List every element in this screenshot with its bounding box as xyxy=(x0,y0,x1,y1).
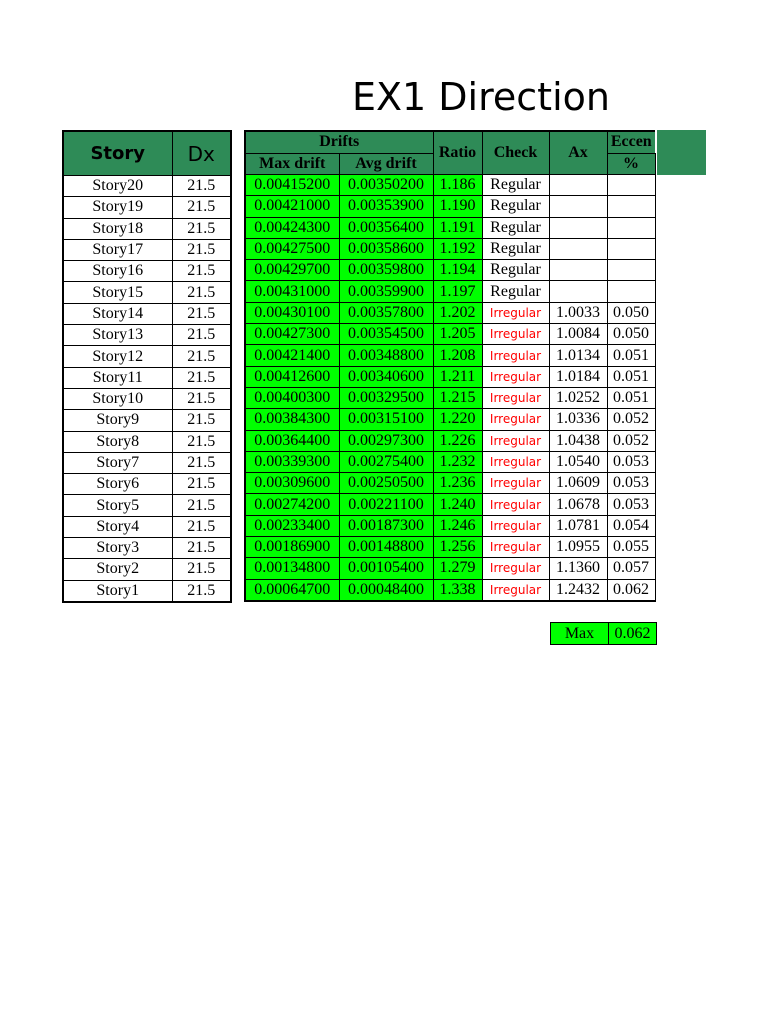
max-drift-cell: 0.00424300 xyxy=(245,217,339,238)
story-cell: Story12 xyxy=(63,346,172,367)
check-cell: Irregular xyxy=(482,558,549,579)
max-drift-cell: 0.00429700 xyxy=(245,260,339,281)
check-cell: Irregular xyxy=(482,579,549,601)
eccentricity-cell xyxy=(607,217,655,238)
story-cell: Story4 xyxy=(63,516,172,537)
dx-cell: 21.5 xyxy=(172,538,231,559)
max-drift-cell: 0.00427500 xyxy=(245,238,339,259)
drifts-group-header: Drifts xyxy=(245,131,433,153)
dx-cell: 21.5 xyxy=(172,176,231,197)
ax-cell: 1.0336 xyxy=(549,409,607,430)
eccentricity-cell xyxy=(607,175,655,196)
table-row xyxy=(245,260,655,281)
table-row xyxy=(245,473,655,494)
story-cell: Story19 xyxy=(63,197,172,218)
table-row xyxy=(63,239,231,260)
avg-drift-cell: 0.00105400 xyxy=(339,558,433,579)
ratio-cell: 1.211 xyxy=(433,366,482,387)
ratio-cell: 1.190 xyxy=(433,196,482,217)
ratio-cell: 1.202 xyxy=(433,302,482,323)
max-drift-cell: 0.00430100 xyxy=(245,302,339,323)
check-cell: Regular xyxy=(482,281,549,302)
table-row xyxy=(245,494,655,515)
max-drift-cell: 0.00064700 xyxy=(245,579,339,601)
max-summary xyxy=(550,622,657,645)
story-dx-table xyxy=(62,130,232,603)
ratio-cell: 1.256 xyxy=(433,537,482,558)
avg-drift-cell: 0.00359800 xyxy=(339,260,433,281)
table-row xyxy=(63,474,231,495)
max-drift-cell: 0.00421000 xyxy=(245,196,339,217)
dx-cell: 21.5 xyxy=(172,431,231,452)
check-cell: Irregular xyxy=(482,515,549,536)
max-drift-cell: 0.00134800 xyxy=(245,558,339,579)
avg-drift-cell: 0.00148800 xyxy=(339,537,433,558)
story-cell: Story14 xyxy=(63,303,172,324)
story-cell: Story3 xyxy=(63,538,172,559)
eccentricity-cell: 0.053 xyxy=(607,451,655,472)
table-row xyxy=(245,558,655,579)
table-row xyxy=(245,366,655,387)
header-fill-extension xyxy=(657,130,706,175)
table-row xyxy=(245,451,655,472)
check-cell: Irregular xyxy=(482,537,549,558)
eccentricity-cell: 0.054 xyxy=(607,515,655,536)
table-row xyxy=(63,261,231,282)
ax-cell: 1.1360 xyxy=(549,558,607,579)
table-row xyxy=(245,409,655,430)
max-drift-cell: 0.00233400 xyxy=(245,515,339,536)
max-drift-cell: 0.00427300 xyxy=(245,324,339,345)
dx-cell: 21.5 xyxy=(172,516,231,537)
avg-drift-cell: 0.00250500 xyxy=(339,473,433,494)
ratio-cell: 1.240 xyxy=(433,494,482,515)
check-cell: Irregular xyxy=(482,494,549,515)
dx-cell: 21.5 xyxy=(172,388,231,409)
eccentricity-cell: 0.052 xyxy=(607,430,655,451)
check-cell: Irregular xyxy=(482,302,549,323)
table-row xyxy=(245,302,655,323)
avg-drift-cell: 0.00048400 xyxy=(339,579,433,601)
max-value: 0.062 xyxy=(609,623,657,645)
ratio-cell: 1.246 xyxy=(433,515,482,536)
dx-cell: 21.5 xyxy=(172,559,231,580)
check-cell: Irregular xyxy=(482,387,549,408)
ax-cell: 1.0781 xyxy=(549,515,607,536)
check-cell: Regular xyxy=(482,196,549,217)
story-cell: Story20 xyxy=(63,176,172,197)
ratio-cell: 1.215 xyxy=(433,387,482,408)
check-cell: Irregular xyxy=(482,473,549,494)
table-row xyxy=(63,410,231,431)
dx-cell: 21.5 xyxy=(172,218,231,239)
story-cell: Story18 xyxy=(63,218,172,239)
ratio-column-header: Ratio xyxy=(433,131,482,175)
story-column-header: Story xyxy=(63,131,172,176)
table-row xyxy=(63,282,231,303)
eccentricity-cell: 0.053 xyxy=(607,494,655,515)
avg-drift-cell: 0.00356400 xyxy=(339,217,433,238)
eccentricity-cell: 0.055 xyxy=(607,537,655,558)
dx-cell: 21.5 xyxy=(172,303,231,324)
table-row xyxy=(245,175,655,196)
table-row xyxy=(63,367,231,388)
avg-drift-cell: 0.00221100 xyxy=(339,494,433,515)
max-drift-cell: 0.00384300 xyxy=(245,409,339,430)
check-column-header: Check xyxy=(482,131,549,175)
dx-cell: 21.5 xyxy=(172,410,231,431)
ratio-cell: 1.232 xyxy=(433,451,482,472)
avg-drift-cell: 0.00315100 xyxy=(339,409,433,430)
table-row xyxy=(245,537,655,558)
check-cell: Regular xyxy=(482,238,549,259)
eccentricity-cell xyxy=(607,196,655,217)
story-cell: Story17 xyxy=(63,239,172,260)
ax-cell: 1.0678 xyxy=(549,494,607,515)
max-drift-cell: 0.00421400 xyxy=(245,345,339,366)
eccentricity-cell: 0.053 xyxy=(607,473,655,494)
dx-cell: 21.5 xyxy=(172,261,231,282)
ax-cell xyxy=(549,217,607,238)
check-cell: Regular xyxy=(482,260,549,281)
ratio-cell: 1.194 xyxy=(433,260,482,281)
avg-drift-cell: 0.00350200 xyxy=(339,175,433,196)
ratio-cell: 1.191 xyxy=(433,217,482,238)
ax-cell: 1.0033 xyxy=(549,302,607,323)
ratio-cell: 1.208 xyxy=(433,345,482,366)
ax-cell: 1.0134 xyxy=(549,345,607,366)
ratio-cell: 1.192 xyxy=(433,238,482,259)
check-cell: Regular xyxy=(482,175,549,196)
drift-table xyxy=(244,130,656,602)
story-cell: Story16 xyxy=(63,261,172,282)
table-row xyxy=(245,238,655,259)
max-drift-cell: 0.00364400 xyxy=(245,430,339,451)
check-cell: Irregular xyxy=(482,451,549,472)
max-drift-cell: 0.00412600 xyxy=(245,366,339,387)
max-drift-cell: 0.00309600 xyxy=(245,473,339,494)
table-row xyxy=(63,538,231,559)
dx-cell: 21.5 xyxy=(172,239,231,260)
max-drift-cell: 0.00339300 xyxy=(245,451,339,472)
avg-drift-cell: 0.00354500 xyxy=(339,324,433,345)
avg-drift-cell: 0.00340600 xyxy=(339,366,433,387)
avg-drift-cell: 0.00275400 xyxy=(339,451,433,472)
avg-drift-cell: 0.00357800 xyxy=(339,302,433,323)
eccentricity-cell: 0.050 xyxy=(607,324,655,345)
max-drift-cell: 0.00274200 xyxy=(245,494,339,515)
table-row xyxy=(63,452,231,473)
ax-cell xyxy=(549,175,607,196)
table-row xyxy=(245,196,655,217)
ax-cell: 1.0252 xyxy=(549,387,607,408)
table-row xyxy=(245,281,655,302)
eccentricity-cell: 0.052 xyxy=(607,409,655,430)
check-cell: Irregular xyxy=(482,430,549,451)
ax-cell: 1.0540 xyxy=(549,451,607,472)
eccentricity-cell xyxy=(607,238,655,259)
eccentricity-cell: 0.051 xyxy=(607,345,655,366)
max-label: Max xyxy=(551,623,609,645)
table-row xyxy=(63,431,231,452)
eccentricity-cell: 0.051 xyxy=(607,387,655,408)
story-cell: Story15 xyxy=(63,282,172,303)
table-row xyxy=(63,176,231,197)
dx-cell: 21.5 xyxy=(172,474,231,495)
dx-cell: 21.5 xyxy=(172,282,231,303)
dx-column-header: Dx xyxy=(172,131,231,176)
ratio-cell: 1.279 xyxy=(433,558,482,579)
story-cell: Story9 xyxy=(63,410,172,431)
table-row xyxy=(245,430,655,451)
ax-cell xyxy=(549,260,607,281)
avg-drift-cell: 0.00348800 xyxy=(339,345,433,366)
eccentricity-cell xyxy=(607,281,655,302)
max-drift-column-header: Max drift xyxy=(245,153,339,175)
story-cell: Story5 xyxy=(63,495,172,516)
ax-cell: 1.0438 xyxy=(549,430,607,451)
ratio-cell: 1.338 xyxy=(433,579,482,601)
table-row xyxy=(63,580,231,602)
story-cell: Story11 xyxy=(63,367,172,388)
ax-cell: 1.0084 xyxy=(549,324,607,345)
ratio-cell: 1.197 xyxy=(433,281,482,302)
table-row xyxy=(63,516,231,537)
ax-cell: 1.2432 xyxy=(549,579,607,601)
story-cell: Story1 xyxy=(63,580,172,602)
table-row xyxy=(63,388,231,409)
table-row xyxy=(63,303,231,324)
avg-drift-cell: 0.00329500 xyxy=(339,387,433,408)
check-cell: Regular xyxy=(482,217,549,238)
table-row xyxy=(63,325,231,346)
table-row xyxy=(245,515,655,536)
check-cell: Irregular xyxy=(482,324,549,345)
story-cell: Story10 xyxy=(63,388,172,409)
max-drift-cell: 0.00186900 xyxy=(245,537,339,558)
dx-cell: 21.5 xyxy=(172,495,231,516)
avg-drift-column-header: Avg drift xyxy=(339,153,433,175)
table-row xyxy=(245,579,655,601)
table-row xyxy=(63,346,231,367)
table-row xyxy=(245,345,655,366)
story-cell: Story7 xyxy=(63,452,172,473)
ax-cell xyxy=(549,238,607,259)
ratio-cell: 1.220 xyxy=(433,409,482,430)
check-cell: Irregular xyxy=(482,409,549,430)
dx-cell: 21.5 xyxy=(172,346,231,367)
eccentricity-cell: 0.050 xyxy=(607,302,655,323)
ax-cell xyxy=(549,281,607,302)
story-cell: Story2 xyxy=(63,559,172,580)
ratio-cell: 1.236 xyxy=(433,473,482,494)
ratio-cell: 1.186 xyxy=(433,175,482,196)
max-drift-cell: 0.00400300 xyxy=(245,387,339,408)
max-drift-cell: 0.00415200 xyxy=(245,175,339,196)
table-row xyxy=(245,324,655,345)
dx-cell: 21.5 xyxy=(172,197,231,218)
avg-drift-cell: 0.00353900 xyxy=(339,196,433,217)
avg-drift-cell: 0.00358600 xyxy=(339,238,433,259)
check-cell: Irregular xyxy=(482,345,549,366)
avg-drift-cell: 0.00297300 xyxy=(339,430,433,451)
dx-cell: 21.5 xyxy=(172,452,231,473)
sheet-title: EX1 Direction xyxy=(352,75,610,119)
dx-cell: 21.5 xyxy=(172,580,231,602)
percent-column-header: % xyxy=(607,153,655,175)
story-cell: Story6 xyxy=(63,474,172,495)
ratio-cell: 1.226 xyxy=(433,430,482,451)
eccen-column-header: Eccen xyxy=(607,131,655,153)
story-cell: Story8 xyxy=(63,431,172,452)
ax-cell: 1.0955 xyxy=(549,537,607,558)
eccentricity-cell: 0.051 xyxy=(607,366,655,387)
max-drift-cell: 0.00431000 xyxy=(245,281,339,302)
table-row xyxy=(63,218,231,239)
dx-cell: 21.5 xyxy=(172,367,231,388)
dx-cell: 21.5 xyxy=(172,325,231,346)
ax-cell: 1.0609 xyxy=(549,473,607,494)
story-cell: Story13 xyxy=(63,325,172,346)
avg-drift-cell: 0.00359900 xyxy=(339,281,433,302)
ax-cell xyxy=(549,196,607,217)
table-row xyxy=(63,495,231,516)
ax-column-header: Ax xyxy=(549,131,607,175)
table-row xyxy=(63,559,231,580)
ax-cell: 1.0184 xyxy=(549,366,607,387)
eccentricity-cell xyxy=(607,260,655,281)
eccentricity-cell: 0.062 xyxy=(607,579,655,601)
table-row xyxy=(63,197,231,218)
ratio-cell: 1.205 xyxy=(433,324,482,345)
eccentricity-cell: 0.057 xyxy=(607,558,655,579)
table-row xyxy=(245,387,655,408)
table-row xyxy=(245,217,655,238)
check-cell: Irregular xyxy=(482,366,549,387)
avg-drift-cell: 0.00187300 xyxy=(339,515,433,536)
